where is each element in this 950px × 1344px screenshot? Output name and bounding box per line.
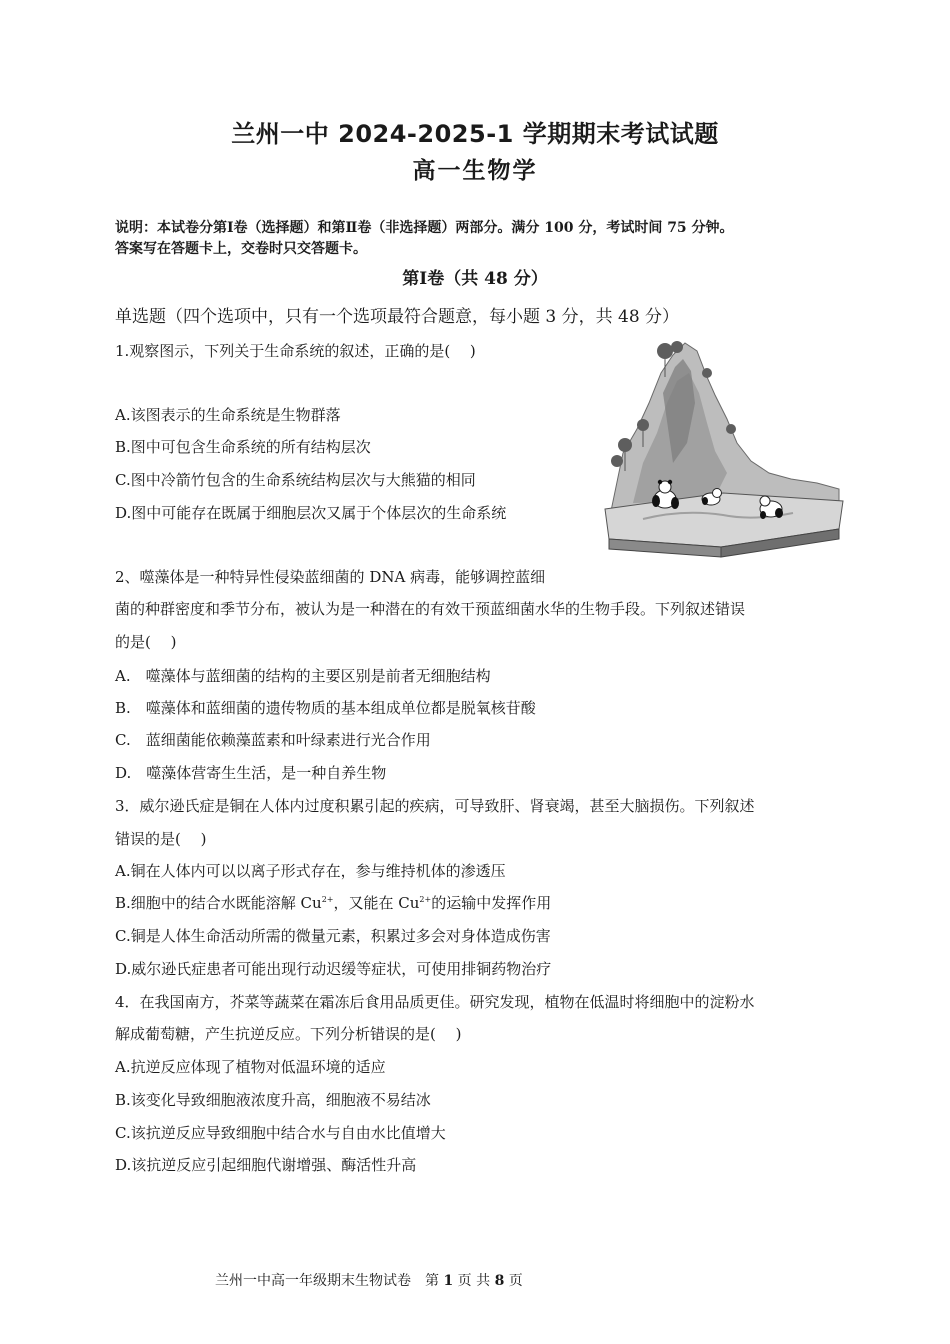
q4-stem-line-1: 4．在我国南方，芥菜等蔬菜在霜冻后食用品质更佳。研究发现，植物在低温时将细胞中的淀粉水 <box>115 993 755 1011</box>
q1-stem: 1.观察图示，下列关于生命系统的叙述，正确的是( ) <box>115 342 476 360</box>
q2-stem-line-2: 菌的种群密度和季节分布，被认为是一种潜在的有效干预蓝细菌水华的生物手段。下列叙述错误 <box>115 600 746 618</box>
section-title: 第Ⅰ卷（共 48 分） <box>402 269 548 289</box>
q3-option-b-post: 的运输中发挥作用 <box>431 894 552 912</box>
page-footer <box>215 1270 523 1290</box>
q3-option-a: A.铜在人体内可以以离子形式存在，参与维持机体的渗透压 <box>115 862 506 880</box>
exam-title: 兰州一中 2024-2025-1 学期期末考试试题 <box>231 120 719 148</box>
q4-option-a: A.抗逆反应体现了植物对低温环境的适应 <box>115 1058 386 1076</box>
footer-total-pages: 8 <box>494 1273 505 1289</box>
q3-option-b-pre: B.细胞中的结合水既能溶解 Cu <box>115 894 322 912</box>
note-line-2: 答案写在答题卡上，交卷时只交答题卡。 <box>115 241 367 257</box>
q2-stem-line-1: 2、噬藻体是一种特异性侵染蓝细菌的 DNA 病毒，能够调控蓝细 <box>115 568 546 586</box>
cu-charge-2: 2+ <box>419 895 432 904</box>
q4-option-c: C.该抗逆反应导致细胞中结合水与自由水比值增大 <box>115 1124 446 1142</box>
q3-option-c: C.铜是人体生命活动所需的微量元素，积累过多会对身体造成伤害 <box>115 927 551 945</box>
q3-option-b-mid: ，又能在 Cu <box>333 894 420 912</box>
exam-note <box>115 218 860 260</box>
q1-option-c: C.图中冷箭竹包含的生命系统结构层次与大熊猫的相同 <box>115 471 476 489</box>
q3-stem-line-1: 3．威尔逊氏症是铜在人体内过度积累引起的疾病，可导致肝、肾衰竭，甚至大脑损伤。下列叙述 <box>115 797 755 815</box>
q1-option-a: A.该图表示的生命系统是生物群落 <box>115 406 341 424</box>
section-instructions: 单选题（四个选项中，只有一个选项最符合题意，每小题 3 分，共 48 分） <box>115 307 680 327</box>
footer-page-number: 1 <box>443 1273 454 1289</box>
q2-stem-line-3: 的是( ) <box>115 633 177 651</box>
exam-subtitle: 高一生物学 <box>412 158 538 184</box>
note-line-1: 说明：本试卷分第Ⅰ卷（选择题）和第Ⅱ卷（非选择题）两部分。满分 100 分，考试时间 75 分钟。 <box>115 220 734 236</box>
cu-charge-1: 2+ <box>321 895 334 904</box>
q2-option-b: B. 噬藻体和蓝细菌的遗传物质的基本组成单位都是脱氧核苷酸 <box>115 699 536 717</box>
q3-option-b <box>115 892 551 913</box>
q4-option-d: D.该抗逆反应引起细胞代谢增强、酶活性升高 <box>115 1156 417 1174</box>
q1-option-d: D.图中可能存在既属于细胞层次又属于个体层次的生命系统 <box>115 504 507 522</box>
q2-option-c: C. 蓝细菌能依赖藻蓝素和叶绿素进行光合作用 <box>115 731 431 749</box>
footer-suffix: 页 <box>504 1273 523 1289</box>
q3-stem-line-2: 错误的是( ) <box>115 830 207 848</box>
q2-option-a: A. 噬藻体与蓝细菌的结构的主要区别是前者无细胞结构 <box>115 667 491 685</box>
q4-stem-line-2: 解成葡萄糖，产生抗逆反应。下列分析错误的是( ) <box>115 1025 462 1043</box>
q2-option-d: D. 噬藻体营寄生生活，是一种自养生物 <box>115 764 387 782</box>
panda-habitat-illustration <box>603 333 845 558</box>
q4-option-b: B.该变化导致细胞液浓度升高，细胞液不易结冰 <box>115 1091 431 1109</box>
footer-prefix: 兰州一中高一年级期末生物试卷 第 <box>215 1273 444 1289</box>
q3-option-d: D.威尔逊氏症患者可能出现行动迟缓等症状，可使用排铜药物治疗 <box>115 960 552 978</box>
footer-middle: 页 共 <box>453 1273 495 1289</box>
q1-option-b: B.图中可包含生命系统的所有结构层次 <box>115 438 371 456</box>
